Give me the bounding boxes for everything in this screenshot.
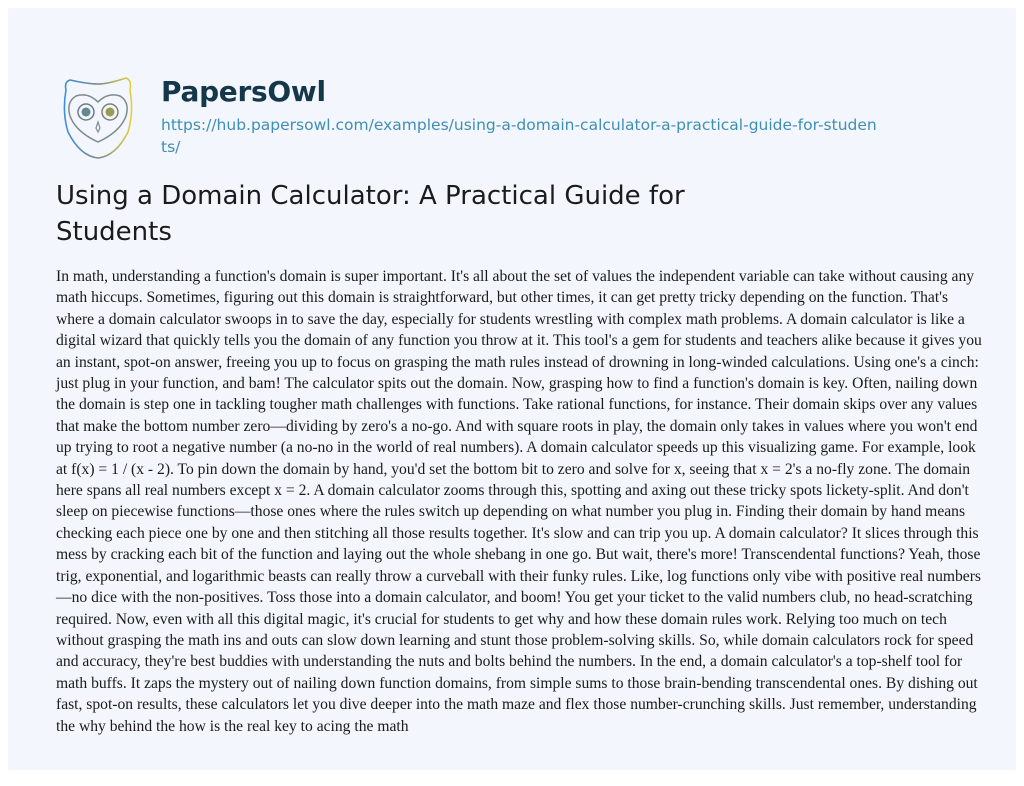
document-body: In math, understanding a function's domain is super important. It's all about the set of values the independent variable can take without causing any math hiccups. Sometimes, figuring out this domain is straightforward, but other times, it can get pretty tricky depending on the function. That's where a domain calculator swoops in to save the day, especially for students wrestling with complex math problems. A domain calculator is like a digital wizard that quickly tells you the domain of any function you throw at it. This tool's a gem for students and teachers alike because it gives you an instant, spot-on answer, freeing you up to focus on grasping the math rules instead of drowning in long-winded calculations. Using one's a cinch: just plug in your function, and bam! The calculator spits out the domain. Now, grasping how to find a function's domain is key. Often, nailing down the domain is step one in tackling tougher math challenges with functions. Take rational functions, for instance. Their domain skips over any values that make the bottom number zero—dividing by zero's a no-go. And with square roots in play, the domain only takes in values where you won't end up trying to root a negative number (a no-no in the world of real numbers). A domain calculator speeds up this visualizing game. For example, look at f(x) = 1 / (x - 2). To pin down the domain by hand, you'd set the bottom bit to zero and solve for x, seeing that x = 2's a no-fly zone. The domain here spans all real numbers except x = 2. A domain calculator zooms through this, spotting and axing out these tricky spots lickety-split. And don't sleep on piecewise functions—those ones where the rules switch up depending on what number you plug in. Finding their domain by hand means checking each piece one by one and then stitching all those results together. It's slow and can trip you up. A domain calculator? It slices through this mess by cracking each bit of the function and laying out the whole shebang in one go. But wait, there's more! Transcendental functions? Yeah, those trig, exponential, and logarithmic beasts can really throw a curveball with their funky rules. Like, log functions only vibe with positive real numbers—no dice with the non-positives. Toss those into a domain calculator, and boom! You get your ticket to the valid numbers club, no head-scratching required. Now, even with all this digital magic, it's crucial for students to get why and how these domain rules work. Relying too much on tech without grasping the math ins and outs can slow down learning and stunt those problem-solving skills. So, while domain calculators rock for speed and accuracy, they're best buddies with understanding the nuts and bolts behind the numbers. In the end, a domain calculator's a top-shelf tool for math buffs. It zaps the mystery out of nailing down function domains, from simple sums to those brain-bending transcendental ones. By dishing out fast, spot-on results, these calculators let you dive deeper into the math maze and flex those number-crunching skills. Just remember, understanding the why behind the how is the real key to acing the math [56,268,982,735]
source-url-link[interactable]: https://hub.papersowl.com/examples/using-a-domain-calculator-a-practical-guide-for-students/ [161,116,877,156]
brand-block [161,72,921,158]
document-title: Using a Domain Calculator: A Practical Guide for Students [56,181,685,247]
site-header [58,72,877,162]
owl-logo-icon [58,72,138,162]
brand-name: PapersOwl [161,75,326,108]
document-card [8,8,1016,770]
